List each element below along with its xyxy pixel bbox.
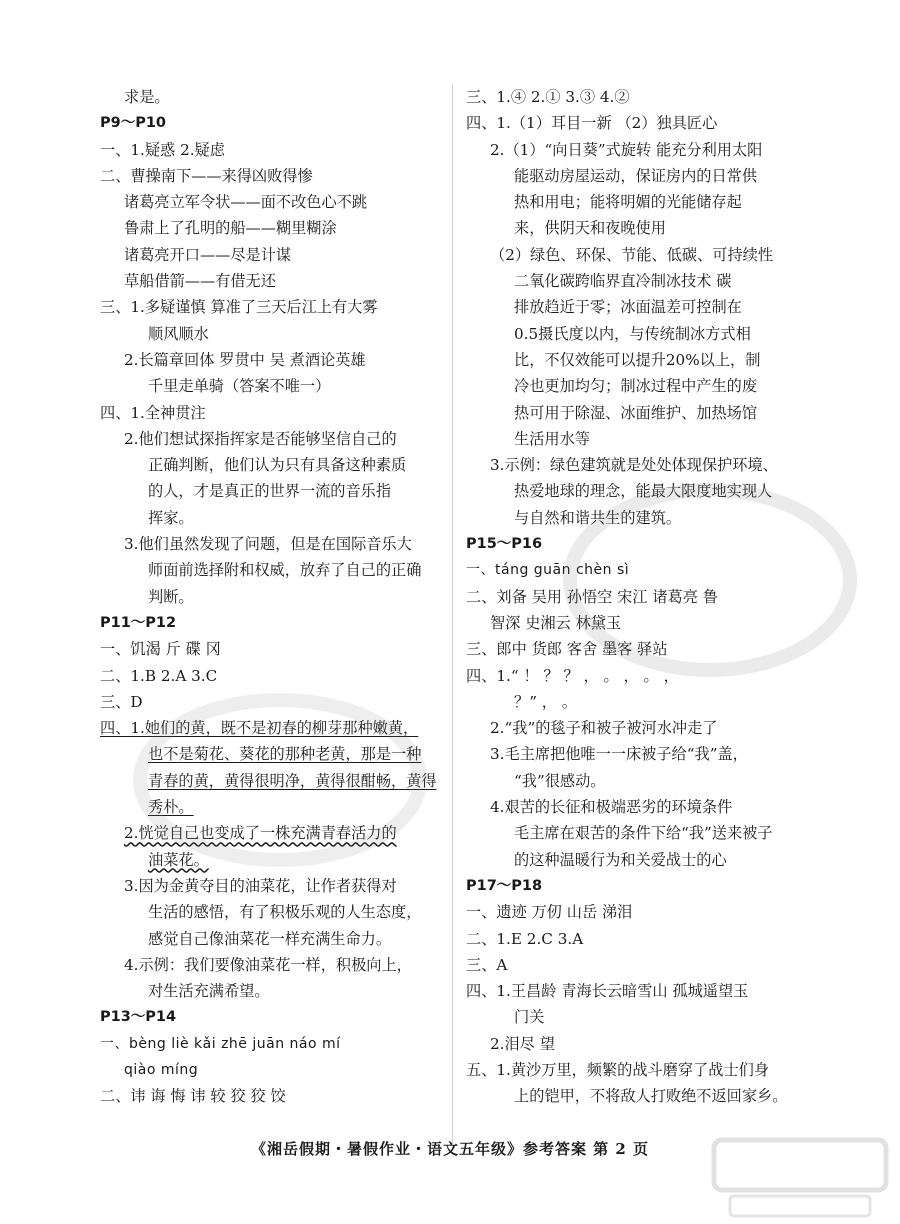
answer-line: 生活用水等	[514, 429, 590, 448]
answer-line: （2）绿色、环保、节能、低碳、可持续性	[490, 245, 774, 264]
answer-line: 秀朴。	[148, 798, 194, 817]
answer-line: 0.5摄氏度以内，与传统制冰方式相	[514, 324, 751, 343]
answer-line: qiào míng	[124, 1061, 199, 1078]
corner-logo-icon	[710, 1132, 890, 1222]
answer-line: 二、1.E 2.C 3.A	[466, 929, 584, 948]
answer-line: 与自然和谐共生的建筑。	[514, 508, 682, 527]
answer-line: 二、刘备 吴用 孙悟空 宋江 诸葛亮 鲁	[466, 587, 718, 606]
answer-line: 智深 史湘云 林黛玉	[490, 613, 622, 632]
answer-line: 热爱地球的理念，能最大限度地实现人	[514, 482, 773, 501]
answer-line: “我”很感动。	[514, 771, 606, 790]
answer-line: 青春的黄，黄得很明净，黄得很酣畅，黄得	[148, 771, 437, 790]
answer-line: 3.他们虽然发现了问题，但是在国际音乐大	[124, 535, 412, 554]
answer-line: 2.泪尽 望	[490, 1034, 555, 1053]
answer-line: 正确判断，他们认为只有具备这种素质	[148, 456, 407, 475]
answer-line: 三、A	[466, 955, 508, 974]
answer-line: 的人，才是真正的世界一流的音乐指	[148, 482, 391, 501]
answer-line: 2.他们想试探指挥家是否能够坚信自己的	[124, 429, 397, 448]
answer-line: 热可用于除湿、冰面维护、加热场馆	[514, 403, 757, 422]
answer-line: 排放趋近于零；冰面温差可控制在	[514, 298, 742, 317]
section-heading: P9～P10	[100, 115, 167, 132]
answer-line: 四、1.全神贯注	[100, 403, 206, 422]
answer-line: 判断。	[148, 587, 194, 606]
answer-line: 三、D	[100, 692, 143, 711]
left-column	[100, 84, 440, 1110]
answer-line: 3.因为金黄夺目的油菜花，让作者获得对	[124, 876, 397, 895]
answer-line: 门关	[514, 1008, 545, 1027]
answer-line: 四、1.她们的黄，既不是初春的柳芽那种嫩黄，	[100, 719, 419, 738]
answer-line: 热和用电；能将明媚的光能储存起	[514, 193, 742, 212]
answer-line: 2.长篇章回体 罗贯中 吴 煮酒论英雄	[124, 350, 366, 369]
answer-line: 4.示例：我们要像油菜花一样，积极向上，	[124, 955, 412, 974]
answer-line: 能驱动房屋运动，保证房内的日常供	[514, 166, 757, 185]
answer-line: 3.毛主席把他唯一一床被子给“我”盖，	[490, 745, 748, 764]
answer-line: 比，不仅效能可以提升20%以上，制	[514, 350, 761, 369]
answer-line: 诸葛亮立军令状——面不改色心不跳	[124, 193, 367, 212]
answer-line: 冷也更加均匀；制冰过程中产生的废	[514, 377, 757, 396]
answer-line: ？” ， 。	[514, 692, 577, 711]
answer-line: 二氧化碳跨临界直冷制冰技术 碳	[514, 272, 732, 291]
answer-line: 二、1.B 2.A 3.C	[100, 666, 218, 685]
answer-line: 一、遗迹 万仞 山岳 涕泪	[466, 903, 633, 922]
answer-line: 师面前选择附和权威，放弃了自己的正确	[148, 561, 422, 580]
answer-line: 油菜花。	[148, 850, 209, 869]
answer-line: 也不是菊花、葵花的那种老黄，那是一种	[148, 745, 422, 764]
answer-line: 顺风顺水	[148, 324, 209, 343]
answer-line: 草船借箭——有借无还	[124, 272, 276, 291]
answer-line: 2.“我”的毯子和被子被河水冲走了	[490, 719, 718, 738]
answer-line: 一、táng guān chèn sì	[466, 562, 630, 579]
answer-line: 千里走单骑（答案不唯一）	[148, 377, 331, 396]
answer-line: 一、饥渴 斤 碟 冈	[100, 640, 221, 659]
right-column	[466, 84, 806, 1110]
answer-line: 二、曹操南下——来得凶败得惨	[100, 166, 313, 185]
answer-line: 五、1.黄沙万里，频繁的战斗磨穿了战士们身	[466, 1060, 770, 1079]
answer-line: 来，供阴天和夜晚使用	[514, 219, 666, 238]
page-footer: 《湘岳假期・暑假作业・语文五年级》参考答案 第 2 页	[250, 1140, 650, 1158]
answer-line: 二、讳 诲 悔 讳 较 狡 狡 饺	[100, 1087, 286, 1106]
answer-line: 四、1.王昌龄 青海长云暗雪山 孤城遥望玉	[466, 982, 749, 1001]
answer-line: 三、1.多疑谨慎 算准了三天后江上有大雾	[100, 298, 378, 317]
answer-line: 一、bèng liè kǎi zhē juān náo mí	[100, 1035, 341, 1052]
answer-line: 对生活充满希望。	[148, 982, 270, 1001]
section-heading: P13～P14	[100, 1009, 177, 1026]
answer-line: 上的铠甲，不将敌人打败绝不返回家乡。	[514, 1087, 788, 1106]
answer-line: 挥家。	[148, 508, 194, 527]
answer-line: 毛主席在艰苦的条件下给“我”送来被子	[514, 824, 773, 843]
section-heading: P17～P18	[466, 877, 543, 894]
answer-line: 感觉自己像油菜花一样充满生命力。	[148, 929, 391, 948]
answer-line: 三、1.④ 2.① 3.③ 4.②	[466, 88, 630, 106]
answer-line: 鲁肃上了孔明的船——糊里糊涂	[124, 219, 337, 238]
section-heading: P15～P16	[466, 536, 543, 553]
answer-line: 的这种温暖行为和关爱战士的心	[514, 850, 727, 869]
section-heading: P11～P12	[100, 614, 177, 631]
answer-line: 三、郎中 货郎 客舍 墨客 驿站	[466, 640, 668, 659]
column-divider	[452, 84, 453, 1144]
answer-line: 四、1.“ ！ ？ ？ ， 。 ， 。 ，	[466, 666, 679, 685]
answer-line: 诸葛亮开口——尽是计谋	[124, 245, 292, 264]
answer-line: 3.示例：绿色建筑就是处处体现保护环境、	[490, 456, 778, 475]
answer-line: 2.（1）“向日葵”式旋转 能充分利用太阳	[490, 140, 763, 159]
answer-line: 2.恍觉自己也变成了一株充满青春活力的	[124, 824, 397, 843]
answer-line: 一、1.疑惑 2.疑虑	[100, 140, 225, 159]
answer-line: 生活的感悟，有了积极乐观的人生态度，	[148, 903, 422, 922]
answer-line: 四、1.（1）耳目一新 （2）独具匠心	[466, 114, 718, 133]
answer-line: 求是。	[124, 88, 170, 106]
answer-line: 4.艰苦的长征和极端恶劣的环境条件	[490, 798, 733, 817]
